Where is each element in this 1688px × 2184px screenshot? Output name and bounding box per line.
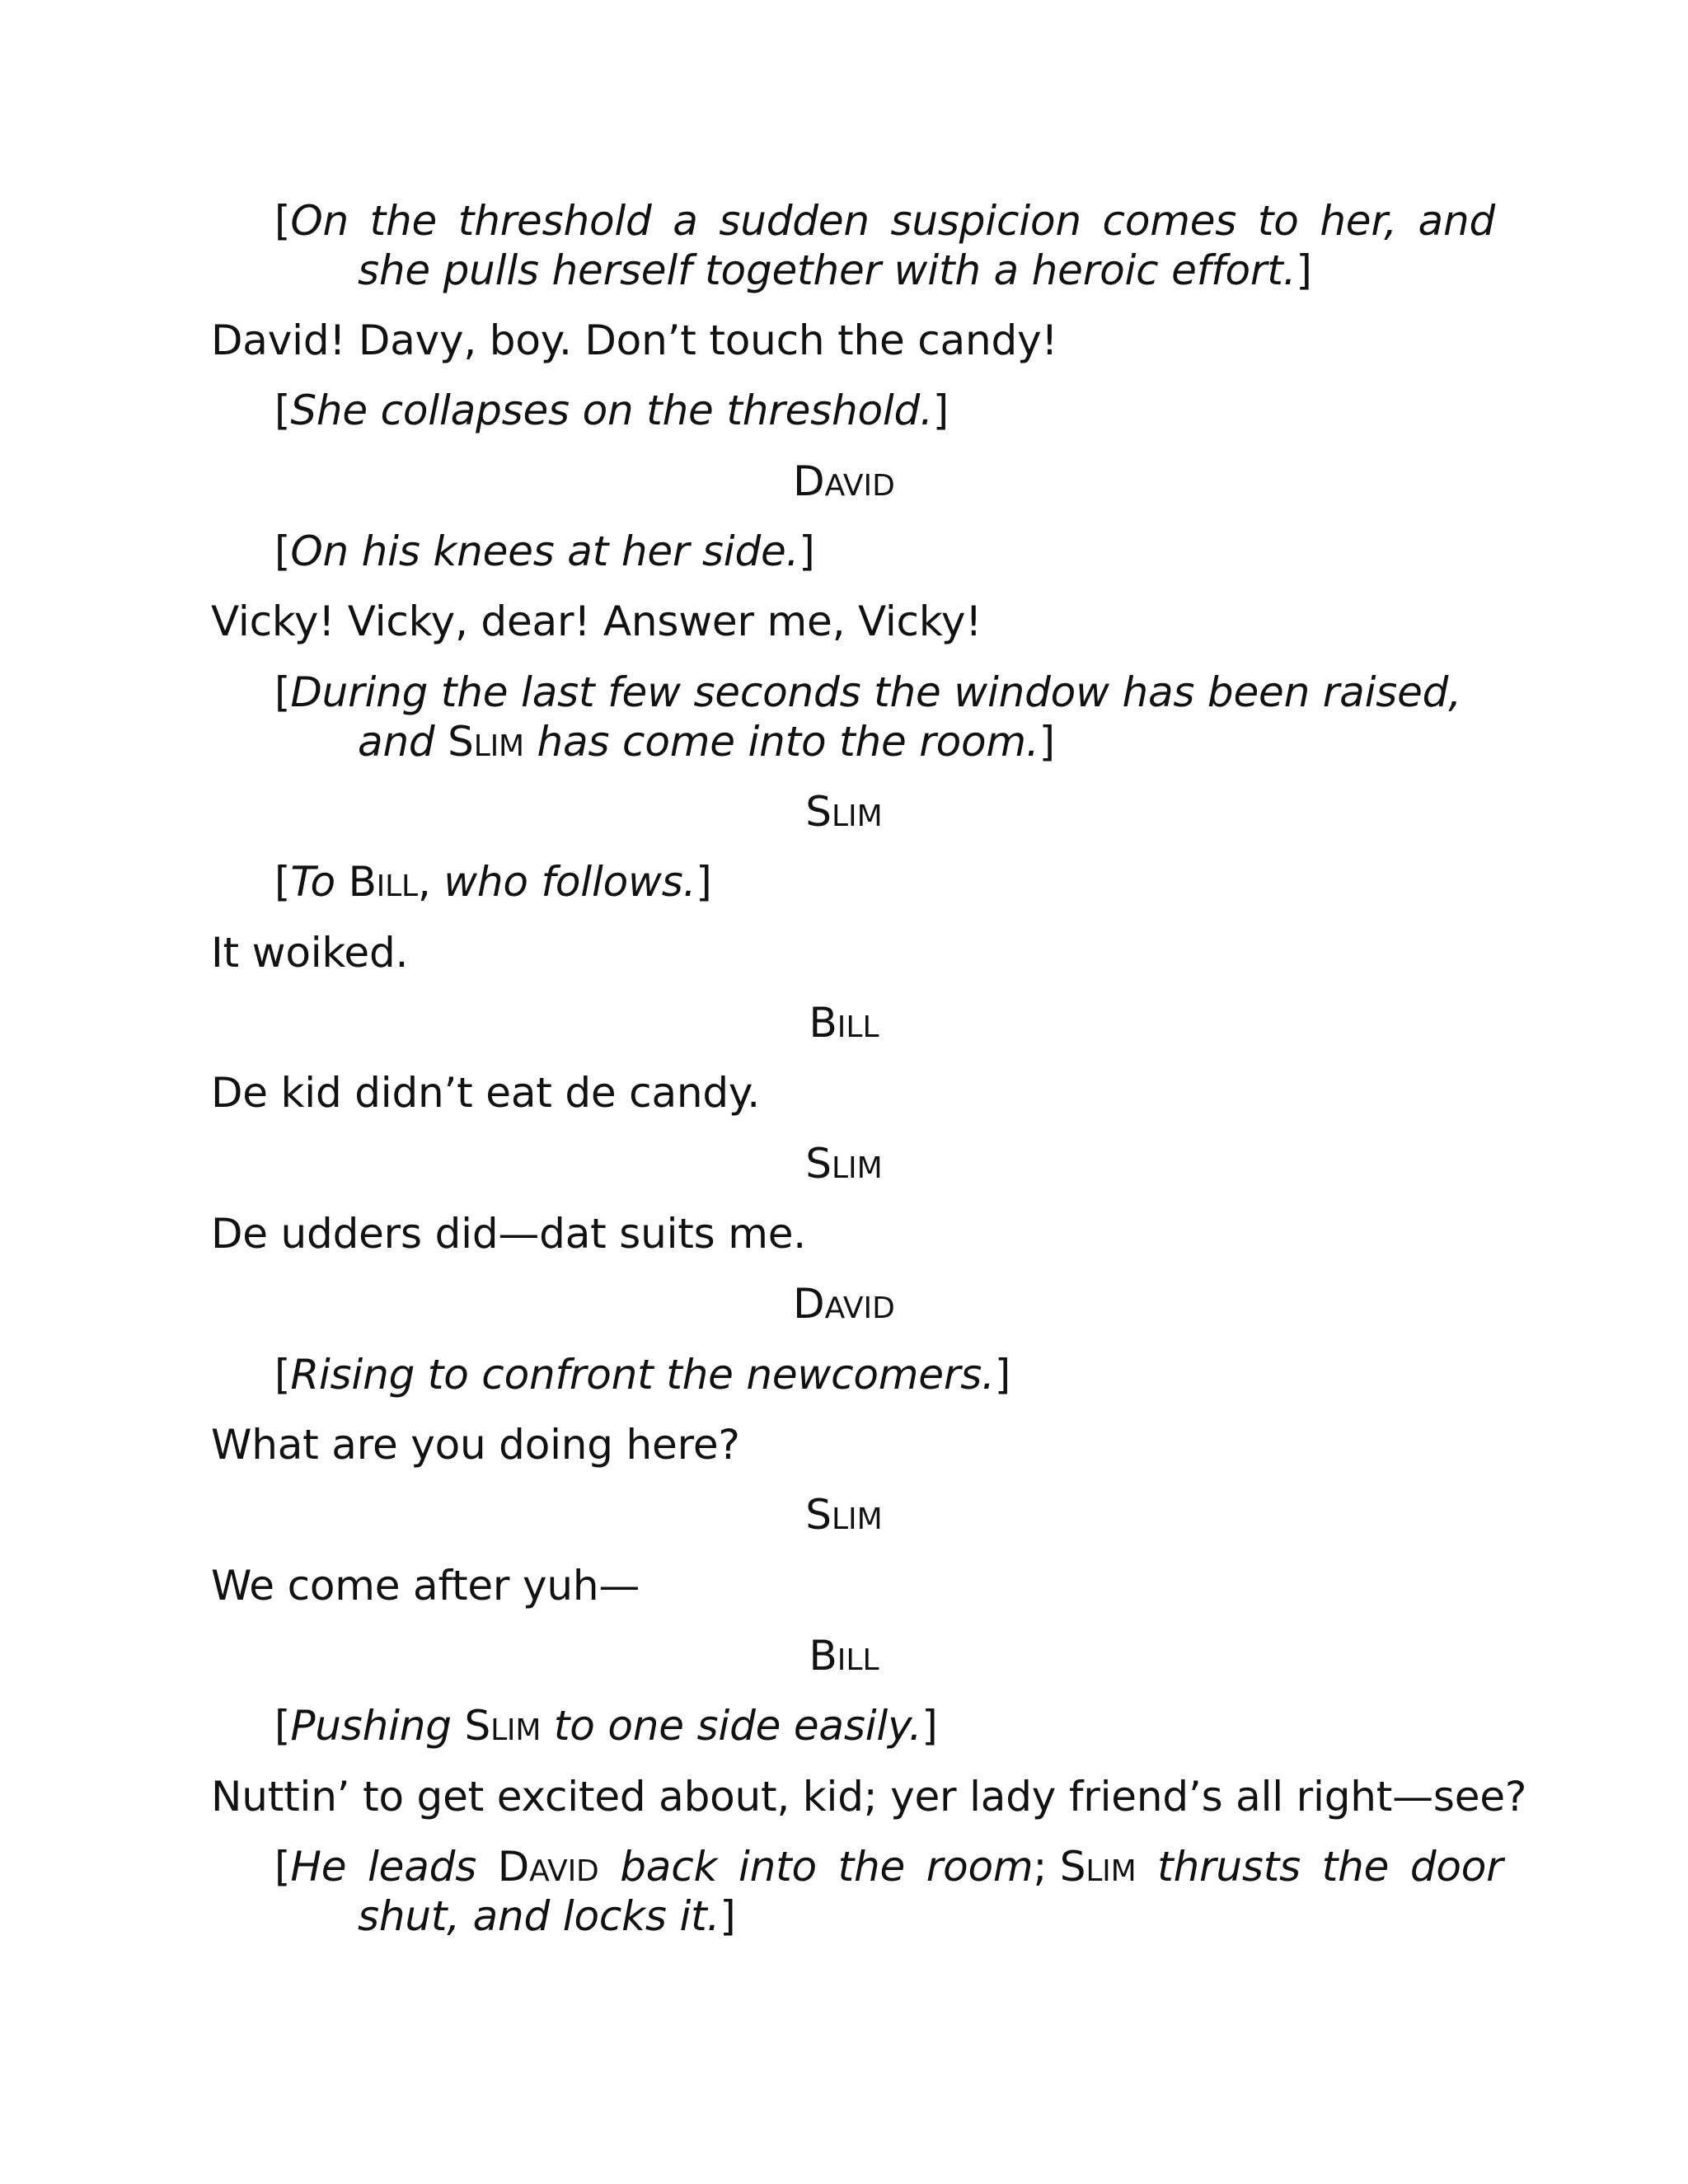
- character-name-rest: ILL: [376, 869, 418, 903]
- dialogue-line: We come after yuh—: [211, 1562, 640, 1610]
- dialogue-line: What are you doing here?: [211, 1421, 740, 1469]
- speaker-rest: LIM: [832, 799, 883, 833]
- speaker-name: [0, 1631, 1688, 1685]
- stage-direction: [On the threshold a sudden suspicion comes to her, and: [274, 197, 1495, 245]
- punctuation: ;: [1033, 1843, 1060, 1891]
- stage-direction-text: she pulls herself together with a heroic effort.: [358, 246, 1296, 294]
- stage-direction: [She collapses on the threshold.]: [274, 387, 950, 434]
- speaker-name: [0, 1279, 1688, 1333]
- stage-direction: [He leads DAVID back into the room; SLIM thrusts the door: [274, 1843, 1503, 1891]
- speaker-name: [0, 787, 1688, 841]
- stage-direction-text: On the threshold a sudden suspicion comes to her, and: [290, 197, 1495, 245]
- character-name-initial: S: [448, 718, 474, 766]
- stage-direction: [To BILL, who follows.]: [274, 858, 712, 906]
- stage-direction: [Rising to confront the newcomers.]: [274, 1351, 1011, 1399]
- character-name-initial: S: [1059, 1843, 1086, 1891]
- stage-direction-text: She collapses on the threshold.: [290, 387, 933, 434]
- speaker-rest: LIM: [832, 1151, 883, 1185]
- speaker-rest: ILL: [837, 1643, 879, 1677]
- speaker-rest: AVID: [824, 1291, 895, 1325]
- stage-direction: [On his knees at her side.]: [274, 527, 815, 575]
- stage-direction-text: Pushing: [290, 1702, 465, 1750]
- speaker-initial: S: [805, 1491, 832, 1539]
- stage-direction-text: During the last few seconds the window has been raised,: [290, 668, 1461, 716]
- dialogue-line: De udders did—dat suits me.: [211, 1210, 806, 1258]
- stage-direction: [Pushing SLIM to one side easily.]: [274, 1702, 938, 1750]
- stage-direction-continued: she pulls herself together with a heroic effort.]: [358, 246, 1312, 294]
- stage-direction-text: He leads: [290, 1843, 498, 1891]
- speaker-name: [0, 1139, 1688, 1193]
- stage-direction-text: has come into the room.: [523, 718, 1039, 766]
- character-name-initial: B: [348, 858, 377, 906]
- stage-direction-text: to one side easily.: [541, 1702, 922, 1750]
- character-name-rest: LIM: [490, 1713, 542, 1747]
- stage-direction-text: To: [290, 858, 349, 906]
- dialogue-line: David! Davy, boy. Don’t touch the candy!: [211, 316, 1058, 364]
- stage-direction-continued: and SLIM has come into the room.]: [358, 718, 1055, 766]
- speaker-name: [0, 998, 1688, 1052]
- character-name-initial: D: [497, 1843, 530, 1891]
- stage-direction-continued: shut, and locks it.]: [358, 1892, 736, 1940]
- character-name-rest: LIM: [1085, 1854, 1137, 1888]
- speaker-initial: D: [793, 1280, 825, 1328]
- stage-direction: [During the last few seconds the window has been raised,: [274, 668, 1461, 716]
- stage-direction-text: and: [358, 718, 448, 766]
- speaker-initial: D: [793, 457, 825, 505]
- stage-direction-text: shut, and locks it.: [358, 1892, 720, 1940]
- dialogue-line: De kid didn’t eat de candy.: [211, 1069, 760, 1117]
- speaker-rest: AVID: [824, 469, 895, 503]
- punctuation: ,: [417, 858, 444, 906]
- character-name-rest: AVID: [529, 1854, 599, 1888]
- stage-direction-text: On his knees at her side.: [290, 527, 799, 575]
- dialogue-line: Vicky! Vicky, dear! Answer me, Vicky!: [211, 598, 982, 645]
- character-name-initial: S: [464, 1702, 491, 1750]
- speaker-initial: S: [805, 1140, 832, 1188]
- stage-direction-text: Rising to confront the newcomers.: [290, 1351, 995, 1399]
- dialogue-line: It woiked.: [211, 929, 409, 977]
- speaker-name: [0, 457, 1688, 511]
- speaker-name: [0, 1490, 1688, 1544]
- speaker-rest: ILL: [837, 1010, 879, 1044]
- stage-direction-text: back into the room: [598, 1843, 1034, 1891]
- speaker-initial: S: [805, 788, 832, 836]
- speaker-rest: LIM: [832, 1502, 883, 1536]
- stage-direction-text: who follows.: [443, 858, 696, 906]
- dialogue-line: Nuttin’ to get excited about, kid; yer lady friend’s all right—see?: [211, 1773, 1527, 1821]
- stage-direction-text: thrusts the door: [1136, 1843, 1503, 1891]
- speaker-initial: B: [809, 1632, 837, 1680]
- character-name-rest: LIM: [473, 729, 524, 763]
- speaker-initial: B: [809, 999, 837, 1047]
